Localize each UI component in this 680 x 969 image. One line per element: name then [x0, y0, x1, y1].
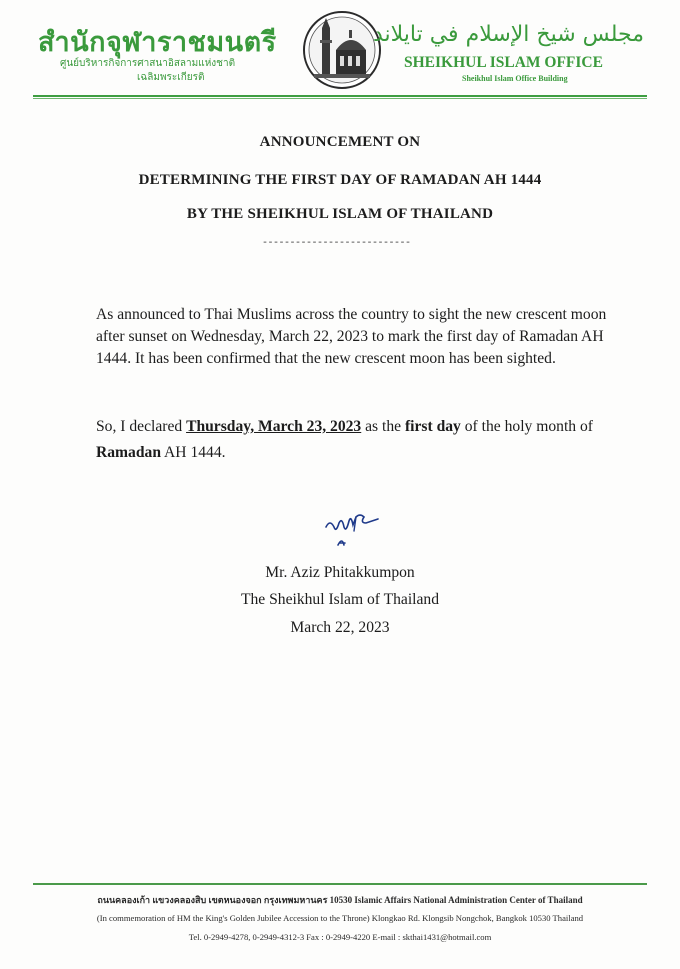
thai-office-title: สำนักจุฬาราชมนตรี — [38, 27, 277, 57]
english-office-subtitle: Sheikhul Islam Office Building — [462, 74, 568, 83]
signing-date: March 22, 2023 — [290, 619, 390, 636]
letterhead-divider-thin — [33, 98, 647, 99]
thai-office-subtitle-1: ศูนย์บริหารกิจการศาสนาอิสลามแห่งชาติ — [60, 58, 236, 69]
declared-date: Thursday, March 23, 2023 — [186, 418, 362, 435]
title-separator: --------------------------- — [262, 238, 411, 249]
signatory-position: The Sheikhul Islam of Thailand — [240, 591, 440, 608]
footer-address-line-1: ถนนคลองเก้า แขวงคลองสิบ เขตหนองจอก กรุงเทพมหานคร 10530 Islamic Affairs National Administration Center of Thailand — [97, 895, 583, 905]
footer-divider — [33, 883, 647, 885]
letterhead-divider — [33, 95, 647, 97]
signatory-name: Mr. Aziz Phitakkumpon — [265, 564, 415, 581]
footer-address-line-2: (In commemoration of HM the King's Golden Jubilee Accession to the Throne) Klongkao Rd. Klongsib Nongchok, Bangkok 10530 Thailand — [96, 913, 584, 923]
announcement-title-line-2: DETERMINING THE FIRST DAY OF RAMADAN AH 1444 — [138, 172, 542, 188]
announcement-title-line-3: BY THE SHEIKHUL ISLAM OF THAILAND — [186, 206, 494, 222]
declaration-text-c: of the holy month of — [460, 418, 593, 435]
declaration-text-b: as the — [361, 418, 405, 435]
declaration-paragraph — [96, 414, 608, 466]
arabic-office-title: مجلس شيخ الإسلام في تايلاند — [372, 22, 644, 47]
announcement-title-line-1: ANNOUNCEMENT ON — [259, 134, 421, 150]
handwritten-signature — [320, 505, 388, 551]
footer-contact-line: Tel. 0-2949-4278, 0-2949-4312-3 Fax : 0-2949-4220 E-mail : skthai1431@hotmail.com — [188, 932, 492, 942]
declaration-text-a: So, I declared — [96, 418, 187, 435]
mosque-emblem-icon — [302, 10, 382, 90]
declaration-text-d: AH 1444. — [161, 444, 226, 461]
thai-office-subtitle-2: เฉลิมพระเกียรติ — [137, 72, 205, 83]
first-day-phrase: first day — [404, 418, 461, 435]
announcement-paragraph-1: As announced to Thai Muslims across the country to sight the new crescent moon after sunset on Wednesday, March 22, 2023 to mark the first day of Ramadan AH 1444. It has been confirmed that the new crescent moon has been sighted. — [96, 306, 607, 367]
ramadan-word: Ramadan — [96, 444, 161, 461]
english-office-title: SHEIKHUL ISLAM OFFICE — [404, 54, 603, 71]
